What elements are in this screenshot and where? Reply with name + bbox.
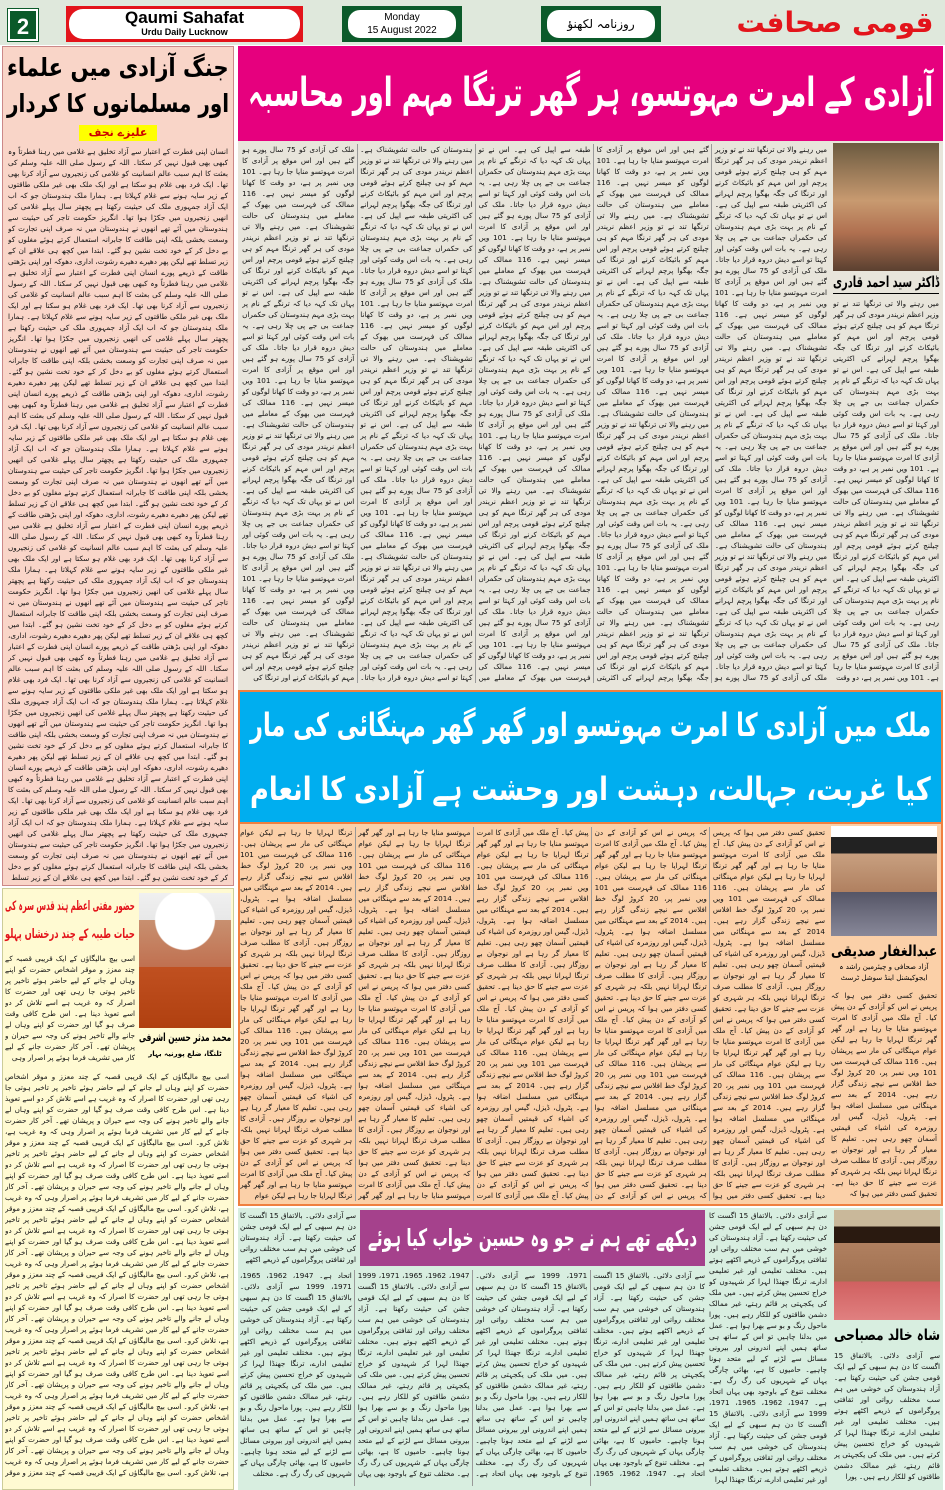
bottom-article [238,1208,943,1490]
article-body: اسی بیچ مالیگاؤں کے ایک قریبی قصبہ کے چند معزز و موقر اشخاص حضرت کو اپنے وہاں لے جانے کے لیے حاضر ہوئے تاخیر پر تاخیر ہوتی جا رہی تھی اور حضرت کا اصرار کہ وہ غریب ہے اسے تلاش کر دو اسے تعویذ دینا ہے۔ اس طرح کافی وقت صرف ہو گیا اور حضرت کو اپنے وہاں لے جانے والے تاخیر ہونے کی وجہ سے حیران و پریشان تھے۔ آخر کار حضرت جانے کے لیے کار میں تشریف فرما ہوئے پر اصرار وہی [5,954,135,1062]
author-name: محمد مدثر حسین اشرفی [139,1031,232,1044]
article-body: انسان اپنی فطرت کے اعتبار سے آزاد تخلیق ہے غلامی میں رہنا فطرتاً وہ کبھی بھی قبول نہیں کر سکتا۔ اللہ کے رسول صلی اللہ علیہ وسلم کی بعثت کا اہم سبب عالم انسانیت کو غلامی کی زنجیروں سے آزاد کرنا بھی تھا۔ ایک فرد بھی غلام ہو سکتا ہے اور ایک ملک بھی غیر ملکی طاقتوں کے زیر سایہ ہونے سے غلام کہلاتا ہے۔ ہمارا ملک ہندوستان جو کہ اب ایک آزاد جمہوری ملک کی حیثیت رکھتا ہے پچھتر سال پہلے غلامی کی انھیں زنجیروں میں جکڑا ہوا تھا۔ انگریز حکومت تاجر کی حیثیت سے ہندوستان میں آئے تھے انھوں نے ہندوستان میں نہ صرف اپنی تجارت کو وسعت بخشی بلکہ اپنی طاقت کا جابرانہ استعمال کرتے ہوئے مغلوں کو بے دخل کر کے خود تخت نشین ہو گئے۔ ابتدا میں کچھ ہی علاقے ان کے زیر تسلط تھے لیکن پھر دھیرے دھیرے رشوت، اداری، دھوکہ اور اپنی بڑھتی طاقت کے ذریعے پورے انسان اپنی فطرت کے اعتبار سے آزاد تخلیق ہے غلامی میں رہنا فطرتاً وہ کبھی بھی قبول نہیں کر سکتا۔ اللہ کے رسول صلی اللہ علیہ وسلم کی بعثت کا اہم سبب عالم انسانیت کو غلامی کی زنجیروں سے آزاد کرنا بھی تھا۔ ایک فرد بھی غلام ہو سکتا ہے اور ایک ملک بھی غیر ملکی طاقتوں کے زیر سایہ ہونے سے غلام کہلاتا ہے۔ ہمارا ملک ہندوستان جو کہ اب ایک آزاد جمہوری ملک کی حیثیت رکھتا ہے پچھتر سال پہلے غلامی کی انھیں زنجیروں میں جکڑا ہوا تھا۔ انگریز حکومت تاجر کی حیثیت سے ہندوستان میں آئے تھے انھوں نے ہندوستان میں نہ صرف اپنی تجارت کو وسعت بخشی بلکہ اپنی طاقت کا جابرانہ استعمال کرتے ہوئے مغلوں کو بے دخل کر کے خود تخت نشین ہو گئے۔ ابتدا میں کچھ ہی علاقے ان کے زیر تسلط تھے لیکن پھر دھیرے دھیرے رشوت، اداری، دھوکہ اور اپنی بڑھتی طاقت کے ذریعے پورے انسان اپنی فطرت کے اعتبار سے آزاد تخلیق ہے غلامی میں رہنا فطرتاً وہ کبھی بھی قبول نہیں کر سکتا۔ اللہ کے رسول صلی اللہ علیہ وسلم کی بعثت کا اہم سبب عالم انسانیت کو غلامی کی زنجیروں سے آزاد کرنا بھی تھا۔ ایک فرد بھی غلام ہو سکتا ہے اور ایک ملک بھی غیر ملکی طاقتوں کے زیر سایہ ہونے سے غلام کہلاتا ہے۔ ہمارا ملک ہندوستان جو کہ اب ایک آزاد جمہوری ملک کی حیثیت رکھتا ہے پچھتر سال پہلے غلامی کی انھیں زنجیروں میں جکڑا ہوا تھا۔ انگریز حکومت تاجر کی حیثیت سے ہندوستان میں آئے تھے انھوں نے ہندوستان میں نہ صرف اپنی تجارت کو وسعت بخشی بلکہ اپنی طاقت کا جابرانہ استعمال کرتے ہوئے مغلوں کو بے دخل کر کے خود تخت نشین ہو گئے۔ ابتدا میں کچھ ہی علاقے ان کے زیر تسلط تھے لیکن پھر دھیرے دھیرے رشوت، اداری، دھوکہ اور اپنی بڑھتی طاقت کے ذریعے پورے انسان اپنی فطرت کے اعتبار سے آزاد تخلیق ہے غلامی میں رہنا فطرتاً وہ کبھی بھی قبول نہیں کر سکتا۔ اللہ کے رسول صلی اللہ علیہ وسلم کی بعثت کا اہم سبب عالم انسانیت کو غلامی کی زنجیروں سے آزاد کرنا بھی تھا۔ ایک فرد بھی غلام ہو سکتا ہے اور ایک ملک بھی غیر ملکی طاقتوں کے زیر سایہ ہونے سے غلام کہلاتا ہے۔ ہمارا ملک ہندوستان جو کہ اب ایک آزاد جمہوری ملک کی حیثیت رکھتا ہے پچھتر سال پہلے غلامی کی انھیں زنجیروں میں جکڑا ہوا تھا۔ انگریز حکومت تاجر کی حیثیت سے ہندوستان میں آئے تھے انھوں نے ہندوستان میں نہ صرف اپنی تجارت کو وسعت بخشی بلکہ اپنی طاقت کا جابرانہ استعمال کرتے ہوئے مغلوں کو بے دخل کر کے خود تخت نشین ہو گئے۔ ابتدا میں کچھ ہی علاقے ان کے زیر تسلط تھے لیکن پھر دھیرے دھیرے رشوت، اداری، دھوکہ اور اپنی بڑھتی طاقت کے ذریعے پورے انسان اپنی فطرت کے اعتبار سے آزاد تخلیق ہے غلامی میں رہنا فطرتاً وہ کبھی بھی قبول نہیں کر سکتا۔ اللہ کے رسول صلی اللہ علیہ وسلم کی بعثت کا اہم سبب عالم انسانیت کو غلامی کی زنجیروں سے آزاد کرنا بھی تھا۔ ایک فرد بھی غلام ہو سکتا ہے اور ایک ملک بھی غیر ملکی طاقتوں کے زیر سایہ ہونے سے غلام کہلاتا ہے۔ ہمارا ملک ہندوستان جو کہ اب ایک آزاد جمہوری ملک کی حیثیت رکھتا ہے پچھتر سال پہلے غلامی کی انھیں زنجیروں میں جکڑا ہوا تھا۔ انگریز حکومت تاجر کی حیثیت سے ہندوستان میں آئے تھے انھوں نے ہندوستان میں نہ صرف اپنی تجارت کو وسعت بخشی بلکہ اپنی طاقت کا جابرانہ استعمال کرتے ہوئے مغلوں کو بے دخل کر کے خود تخت نشین ہو گئے۔ ابتدا میں کچھ ہی علاقے ان کے زیر تسلط تھے لیکن پھر دھیرے دھیرے رشوت، اداری، دھوکہ اور اپنی بڑھتی طاقت کے ذریعے پورے انسان اپنی فطرت کے اعتبار سے آزاد تخلیق ہے غلامی میں رہنا فطرتاً وہ کبھی بھی قبول نہیں کر سکتا۔ اللہ کے رسول صلی اللہ علیہ وسلم کی بعثت کا اہم سبب عالم انسانیت کو غلامی کی زنجیروں سے آزاد کرنا بھی تھا۔ ایک فرد بھی غلام ہو سکتا ہے اور ایک ملک بھی غیر ملکی طاقتوں کے زیر سایہ ہونے سے غلام کہلاتا ہے۔ ہمارا ملک ہندوستان جو کہ اب ایک آزاد جمہوری ملک کی حیثیت رکھتا ہے پچھتر سال پہلے غلامی کی انھیں زنجیروں میں جکڑا ہوا تھا۔ انگریز حکومت تاجر کی حیثیت سے ہندوستان میں آئے تھے انھوں نے ہندوستان میں نہ صرف اپنی تجارت کو وسعت بخشی بلکہ اپنی طاقت کا جابرانہ استعمال کرتے ہوئے مغلوں کو بے دخل کر کے خود تخت نشین ہو گئے۔ ابتدا میں کچھ ہی علاقے ان کے زیر تسلط [8,147,228,882]
date: 15 August 2022 [367,25,437,36]
article-body: تحقیق کسی دفتر میں ہوا کہ پریس نے اس کو آزادی کے دن پیش کیا۔ آج ملک میں آزادی کا امرت مہوتسو منایا جا رہا ہے اور گھر گھر ترنگا لہرایا جا رہا ہے لیکن عوام مہنگائی کی مار سے پریشان ہیں۔ 116 ممالک کی فہرست میں 101 ویں نمبر پر، 20 کروڑ لوگ خط افلاس سے نیچے زندگی گزار رہے ہیں۔ 2014 کے بعد سے مہنگائی میں مسلسل اضافہ ہوا ہے۔ پٹرول، ڈیزل، گیس اور روزمرہ کی اشیاء کی قیمتیں آسمان چھو رہی ہیں۔ تعلیم کا معیار گر رہا ہے اور نوجوان بے روزگار ہیں۔ آزادی کا مطلب صرف ترنگا لہرانا نہیں بلکہ ہر شہری کو عزت سے جینے کا حق دینا ہے۔ تحقیق کسی دفتر میں ہوا کہ [831,991,937,1198]
article-columns: سے آزادی دلائی۔ بالاتفاق 15 اگست کا دن ہم سبھی کے لیے ایک قومی جشن کی حیثیت رکھتا ہے۔ آزاد ہندوستان کی خوشی میں ہم سب مختلف رواتی اور ثقافتی پروگراموں کے ذریعے اکٹھے ہوتے ہیں۔ مختلف تعلیمی اور غیر تعلیمی ادارے، ترنگا جھنڈا لہرا کر شہیدوں کو خراج تحسین پیش کرتے ہیں۔ میں ملک کی یکجہتی پر قائم رہتے، غیر ممالک دشمن طاقتوں کو للکار رہے ہیں۔ پورا ماحول رنگ و بو سے بھرا ہوا ہے۔ عمل میں بدلنا چاہیں تو اس کے ساتھ ہی ساتھ ہمیں اپنے اندرونی اور بیرونی مسائل سے لڑنے کے لیے متحد ہونا چاہیے۔ حامیوں کا ہے، بھائی چارگی یہاں کے شہریوں کی رگ رگ ہے۔ مختلف تنوع کے باوجود بھی یہاں اتحاد ہے۔ 1947، 1962، 1965، 1971، 1999 سے آزادی دلائی۔ بالاتفاق 15 اگست کا دن ہم سبھی کے لیے ایک قومی جشن کی حیثیت رکھتا ہے۔ آزاد ہندوستان کی خوشی میں ہم سب مختلف رواتی اور ثقافتی پروگراموں کے ذریعے اکٹھے ہوتے ہیں۔ مختلف تعلیمی اور غیر تعلیمی ادارے، ترنگا جھنڈا لہرا کر شہیدوں کو خراج تحسین پیش کرتے ہیں۔ میں ملک کی یکجہتی پر قائم رہتے، غیر ممالک دشمن طاقتوں کو للکار رہے ہیں۔ پورا ماحول رنگ و بو سے بھرا ہوا ہے۔ عمل میں بدلنا چاہیں تو اس کے ساتھ ہی ساتھ ہمیں اپنے اندرونی اور بیرونی مسائل سے لڑنے کے لیے متحد ہونا چاہیے۔ حامیوں کا ہے، بھائی چارگی یہاں کے شہریوں کی رگ رگ ہے۔ مختلف تنوع کے باوجود بھی یہاں اتحاد ہے۔ 1947، 1962، 1965، 1971، 1999 سے آزادی دلائی۔ بالاتفاق 15 اگست کا دن ہم سبھی کے لیے ایک قومی جشن کی حیثیت رکھتا ہے۔ آزاد ہندوستان کی خوشی میں ہم سب مختلف رواتی اور ثقافتی پروگراموں کے ذریعے اکٹھے ہوتے ہیں۔ مختلف تعلیمی اور غیر تعلیمی ادارے، ترنگا جھنڈا لہرا کر شہیدوں کو خراج تحسین پیش کرتے ہیں۔ میں ملک کی یکجہتی پر قائم رہتے، غیر ممالک دشمن طاقتوں کو للکار رہے ہیں۔ پورا ماحول رنگ و بو سے بھرا ہوا ہے۔ عمل میں بدلنا چاہیں تو اس کے ساتھ ہی ساتھ ہمیں اپنے اندرونی اور بیرونی مسائل سے لڑنے کے لیے متحد ہونا چاہیے۔ حامیوں کا ہے، بھائی چارگی یہاں کے شہریوں کی رگ رگ ہے۔ مختلف تنوع کے باوجود بھی یہاں اتحاد ہے۔ 1947، 1962، 1965، 1971، 1999 سے آزادی دلائی۔ بالاتفاق 15 اگست کا دن ہم سبھی کے لیے ایک قومی جشن کی حیثیت رکھتا ہے۔ آزاد ہندوستان کی خوشی میں ہم سب مختلف رواتی اور ثقافتی پروگراموں کے ذریعے اکٹھے ہوتے ہیں۔ مختلف تعلیمی اور غیر تعلیمی ادارے، ترنگا جھنڈا لہرا کر شہیدوں کو خراج تحسین پیش کرتے ہیں۔ میں ملک کی یکجہتی پر قائم رہتے، غیر ممالک دشمن طاقتوں کو للکار رہے ہیں۔ پورا ماحول رنگ و بو سے بھرا ہوا ہے۔ عمل میں بدلنا چاہیں تو اس کے ساتھ ہی ساتھ ہمیں اپنے اندرونی اور بیرونی مسائل سے لڑنے کے لیے متحد ہونا چاہیے۔ حامیوں کا ہے، بھائی چارگی یہاں کے شہریوں کی رگ رگ ہے۔ مختلف [240,1271,705,1478]
main-headline: آزادی کے امرت مہوتسو، ہر گھر ترنگا مہم اور محاسبہ [248,70,934,116]
masthead-subtitle: Urdu Daily Lucknow [141,27,228,37]
article-body: سے آزادی دلائی۔ بالاتفاق 15 اگست کا دن ہم سبھی کے لیے ایک قومی جشن کی حیثیت رکھتا ہے۔ آزاد ہندوستان کی خوشی میں ہم سب مختلف رواتی اور ثقافتی پروگراموں کے ذریعے اکٹھے ہوتے ہیں۔ مختلف تعلیمی اور غیر تعلیمی ادارے، ترنگا جھنڈا لہرا کر شہیدوں کو خراج تحسین پیش کرتے ہیں۔ میں ملک کی یکجہتی پر قائم رہتے، غیر ممالک دشمن طاقتوں کو للکار رہے ہیں۔ پورا [834,1351,940,1481]
masthead-title: Qaumi Sahafat [124,8,245,27]
author-tag: علیزے نجف [79,125,158,141]
article-body: سے آزادی دلائی۔ بالاتفاق 15 اگست کا دن ہم سبھی کے لیے ایک قومی جشن کی حیثیت رکھتا ہے۔ آزاد ہندوستان کی خوشی میں ہم سب مختلف رواتی اور ثقافتی پروگراموں کے ذریعے اکٹھے [240,1211,356,1264]
headline-line: اور مسلمانوں کا کردار [7,89,230,118]
left-bottom-article [2,888,234,1490]
roznama-label: روزنامہ لکھنؤ [567,17,635,31]
main-article [238,141,943,690]
article-body: میں رہنے والا تی ترنگھا تند نے تو وزیر اعظم نریندر مودی کی ہر گھر ترنگا مہم کو ہی چیلنج کرتے ہوئے قومی پرچم اور اس مہم کو بائیکاٹ کرنے اور ترنگا کی جگہ بھگوا پرچم لہرانے کی اکثریتی طبقہ سے اپیل کی ہے۔ اس نے تو یہاں تک کہہ دیا کہ ترنگے کے نام پر بہت بڑی مہم ہندوستان کی حکمراں جماعت بی جے پی چلا رہی ہے۔ یہ بات اس وقت کوئی اور کہتا تو اسے دیش دروہ قرار دیا جاتا۔ ملک کی آزادی کو 75 سال پورے ہو گئے ہیں اور اس موقع پر آزادی کا امرت مہوتسو منایا جا رہا ہے۔ 101 ویں نمبر پر ہے، دو وقت کا کھانا لوگوں کو میسر نہیں ہے۔ 116 ممالک کی فہرست میں بھوک کے معاملے میں ہندوستان کی حالت تشویشناک ہے۔ میں رہنے والا تی ترنگھا تند نے تو وزیر اعظم نریندر مودی کی ہر گھر ترنگا مہم کو ہی چیلنج کرتے ہوئے قومی پرچم اور اس مہم کو بائیکاٹ کرنے اور ترنگا کی جگہ بھگوا پرچم لہرانے کی اکثریتی طبقہ سے اپیل کی ہے۔ اس نے تو یہاں تک کہہ دیا کہ ترنگے کے نام پر بہت بڑی مہم ہندوستان کی حکمراں جماعت بی جے پی چلا رہی ہے۔ یہ بات اس وقت کوئی اور کہتا تو اسے دیش دروہ قرار دیا جاتا۔ ملک کی آزادی کو 75 سال پورے ہو گئے ہیں اور اس موقع پر آزادی کا امرت مہوتسو منایا جا رہا ہے۔ 101 ویں نمبر پر ہے، دو وقت [833,299,939,682]
author-photo [831,826,937,936]
author-name: عبدالغفار صدیقی [831,942,938,960]
article-columns: میں رہنے والا تی ترنگھا تند نے تو وزیر اعظم نریندر مودی کی ہر گھر ترنگا مہم کو ہی چیلنج کرتے ہوئے قومی پرچم اور اس مہم کو بائیکاٹ کرنے اور ترنگا کی جگہ بھگوا پرچم لہرانے کی اکثریتی طبقہ سے اپیل کی ہے۔ اس نے تو یہاں تک کہہ دیا کہ ترنگے کے نام پر بہت بڑی مہم ہندوستان کی حکمراں جماعت بی جے پی چلا رہی ہے۔ یہ بات اس وقت کوئی اور کہتا تو اسے دیش دروہ قرار دیا جاتا۔ ملک کی آزادی کو 75 سال پورے ہو گئے ہیں اور اس موقع پر آزادی کا امرت مہوتسو منایا جا رہا ہے۔ 101 ویں نمبر پر ہے، دو وقت کا کھانا لوگوں کو میسر نہیں ہے۔ 116 ممالک کی فہرست میں بھوک کے معاملے میں ہندوستان کی حالت تشویشناک ہے۔ میں رہنے والا تی ترنگھا تند نے تو وزیر اعظم نریندر مودی کی ہر گھر ترنگا مہم کو ہی چیلنج کرتے ہوئے قومی پرچم اور اس مہم کو بائیکاٹ کرنے اور ترنگا کی جگہ بھگوا پرچم لہرانے کی اکثریتی طبقہ سے اپیل کی ہے۔ اس نے تو یہاں تک کہہ دیا کہ ترنگے کے نام پر بہت بڑی مہم ہندوستان کی حکمراں جماعت بی جے پی چلا رہی ہے۔ یہ بات اس وقت کوئی اور کہتا تو اسے دیش دروہ قرار دیا جاتا۔ ملک کی آزادی کو 75 سال پورے ہو گئے ہیں اور اس موقع پر آزادی کا امرت مہوتسو منایا جا رہا ہے۔ 101 ویں نمبر پر ہے، دو وقت کا کھانا لوگوں کو میسر نہیں ہے۔ 116 ممالک کی فہرست میں بھوک کے معاملے میں ہندوستان کی حالت تشویشناک ہے۔ میں رہنے والا تی ترنگھا تند نے تو وزیر اعظم نریندر مودی کی ہر گھر ترنگا مہم کو ہی چیلنج کرتے ہوئے قومی پرچم اور اس مہم کو بائیکاٹ کرنے اور ترنگا کی جگہ بھگوا پرچم لہرانے کی اکثریتی طبقہ سے اپیل کی ہے۔ اس نے تو یہاں تک کہہ دیا کہ ترنگے کے نام پر بہت بڑی مہم ہندوستان کی حکمراں جماعت بی جے پی چلا رہی ہے۔ یہ بات اس وقت کوئی اور کہتا تو اسے دیش دروہ قرار دیا جاتا۔ ملک کی آزادی کو 75 سال پورے ہو گئے ہیں اور اس موقع پر آزادی کا امرت مہوتسو منایا جا رہا ہے۔ 101 ویں نمبر پر ہے، دو وقت کا کھانا لوگوں کو میسر نہیں ہے۔ 116 ممالک کی فہرست میں بھوک کے معاملے میں ہندوستان کی حالت تشویشناک ہے۔ میں رہنے والا تی ترنگھا تند نے تو وزیر اعظم نریندر مودی کی ہر گھر ترنگا مہم کو ہی چیلنج کرتے ہوئے قومی پرچم اور اس مہم کو بائیکاٹ کرنے اور ترنگا کی جگہ بھگوا پرچم لہرانے کی اکثریتی طبقہ سے اپیل کی ہے۔ اس نے تو یہاں تک کہہ دیا کہ ترنگے کے نام پر بہت بڑی مہم ہندوستان کی حکمراں جماعت بی جے پی چلا رہی ہے۔ یہ بات اس وقت کوئی اور کہتا تو اسے دیش دروہ قرار دیا جاتا۔ ملک کی آزادی کو 75 سال پورے ہو گئے ہیں اور اس موقع پر آزادی کا امرت مہوتسو منایا جا رہا ہے۔ 101 ویں نمبر پر ہے، دو وقت کا کھانا لوگوں کو میسر نہیں ہے۔ 116 ممالک کی فہرست میں بھوک کے معاملے میں ہندوستان کی حالت تشویشناک ہے۔ میں رہنے والا تی ترنگھا تند نے تو وزیر اعظم نریندر مودی کی ہر گھر ترنگا مہم کو ہی چیلنج کرتے ہوئے قومی پرچم اور اس مہم کو بائیکاٹ کرنے اور ترنگا کی جگہ بھگوا پرچم لہرانے کی اکثریتی طبقہ سے اپیل کی ہے۔ اس نے تو یہاں تک کہہ دیا کہ ترنگے کے نام پر بہت بڑی مہم ہندوستان کی حکمراں جماعت بی جے پی چلا رہی ہے۔ یہ بات اس وقت کوئی اور کہتا تو اسے دیش دروہ قرار دیا جاتا۔ ملک کی آزادی کو 75 سال پورے ہو گئے ہیں اور اس موقع پر آزادی کا امرت مہوتسو منایا جا رہا ہے۔ 101 ویں نمبر پر ہے، دو وقت کا کھانا لوگوں کو میسر نہیں ہے۔ 116 ممالک کی فہرست میں بھوک کے معاملے میں ہندوستان کی حالت تشویشناک ہے۔ میں رہنے والا تی ترنگھا تند نے تو وزیر اعظم نریندر مودی کی ہر گھر ترنگا مہم کو ہی چیلنج کرتے ہوئے قومی پرچم اور اس مہم کو بائیکاٹ کرنے اور ترنگا کی جگہ بھگوا پرچم لہرانے کی اکثریتی طبقہ سے اپیل کی ہے۔ اس نے تو یہاں تک کہہ دیا کہ ترنگے کے نام پر بہت بڑی مہم ہندوستان کی حکمراں جماعت بی جے پی چلا رہی ہے۔ یہ بات اس وقت کوئی اور کہتا تو اسے دیش دروہ قرار دیا جاتا۔ ملک کی آزادی کو 75 سال پورے ہو گئے ہیں اور اس موقع پر آزادی کا امرت مہوتسو منایا جا رہا ہے۔ 101 ویں نمبر پر ہے، دو وقت کا کھانا لوگوں کو میسر نہیں ہے۔ 116 ممالک کی فہرست میں بھوک کے معاملے میں ہندوستان کی حالت تشویشناک ہے۔ میں رہنے والا تی ترنگھا تند نے تو وزیر اعظم نریندر مودی کی ہر گھر ترنگا مہم کو ہی چیلنج کرتے ہوئے قومی پرچم اور اس مہم کو بائیکاٹ کرنے اور ترنگا کی جگہ بھگوا پرچم لہرانے کی اکثریتی طبقہ سے اپیل کی ہے۔ اس نے تو یہاں تک کہہ دیا کہ ترنگے کے نام پر بہت بڑی مہم ہندوستان کی حکمراں جماعت بی جے پی چلا رہی ہے۔ یہ بات اس وقت کوئی اور کہتا تو اسے دیش دروہ قرار دیا جاتا۔ ملک کی آزادی کو 75 سال پورے ہو گئے ہیں اور اس موقع پر آزادی کا امرت مہوتسو منایا جا رہا ہے۔ 101 ویں نمبر پر ہے، دو وقت کا کھانا لوگوں کو میسر نہیں ہے۔ 116 ممالک کی فہرست میں بھوک کے معاملے میں ہندوستان کی حالت تشویشناک ہے۔ میں رہنے والا تی ترنگھا تند نے تو وزیر اعظم نریندر مودی کی ہر گھر ترنگا مہم کو ہی چیلنج کرتے ہوئے قومی پرچم اور اس مہم کو بائیکاٹ کرنے اور ترنگا کی جگہ بھگوا پرچم لہرانے کی اکثریتی طبقہ سے اپیل کی ہے۔ اس نے تو یہاں تک کہہ دیا کہ ترنگے کے نام پر بہت بڑی مہم ہندوستان کی حکمراں جماعت بی جے پی چلا رہی ہے۔ یہ بات اس وقت کوئی اور کہتا تو اسے دیش دروہ قرار دیا جاتا۔ ملک کی آزادی کو 75 سال پورے ہو گئے ہیں اور اس موقع پر آزادی کا امرت مہوتسو منایا جا رہا ہے۔ 101 ویں نمبر پر ہے، دو وقت کا کھانا لوگوں کو میسر نہیں ہے۔ 116 ممالک کی فہرست میں بھوک کے معاملے میں ہندوستان کی حالت تشویشناک ہے۔ میں رہنے والا تی ترنگھا تند نے تو وزیر اعظم نریندر مودی کی ہر گھر ترنگا مہم کو ہی چیلنج کرتے ہوئے قومی پرچم اور اس مہم کو بائیکاٹ کرنے اور ترنگا کی جگہ بھگوا پرچم لہرانے کی اکثریتی طبقہ سے اپیل کی ہے۔ اس نے تو یہاں تک کہہ دیا کہ ترنگے کے نام پر بہت بڑی مہم ہندوستان کی حکمراں جماعت بی جے پی چلا رہی ہے۔ یہ بات اس وقت کوئی اور کہتا تو اسے دیش دروہ قرار دیا جاتا۔ ملک کی آزادی کو 75 سال پورے ہو گئے ہیں اور اس موقع پر آزادی کا امرت مہوتسو منایا جا رہا ہے۔ 101 ویں نمبر پر ہے، دو وقت کا کھانا لوگوں کو میسر نہیں ہے۔ 116 ممالک کی فہرست میں بھوک کے معاملے میں ہندوستان کی حالت تشویشناک ہے۔ میں رہنے والا تی ترنگھا تند نے تو وزیر اعظم نریندر مودی کی ہر گھر ترنگا مہم کو ہی چیلنج کرتے ہوئے قومی پرچم اور اس مہم کو بائیکاٹ کرنے اور ترنگا کی جگہ بھگوا پرچم لہرانے کی اکثریتی طبقہ سے اپیل کی ہے۔ اس نے تو یہاں تک کہہ دیا کہ ترنگے کے نام پر بہت بڑی مہم ہندوستان کی حکمراں جماعت بی جے پی چلا رہی ہے۔ یہ بات اس وقت کوئی اور کہتا تو اسے دیش دروہ قرار دیا جاتا۔ ملک کی آزادی کو 75 سال پورے ہو گئے ہیں اور اس موقع پر آزادی کا امرت مہوتسو منایا جا رہا ہے۔ 101 ویں نمبر پر ہے، دو وقت کا کھانا لوگوں کو میسر نہیں ہے۔ 116 ممالک کی فہرست میں بھوک کے معاملے میں ہندوستان کی حالت تشویشناک ہے۔ میں رہنے والا تی ترنگھا تند نے تو وزیر اعظم نریندر مودی کی ہر گھر ترنگا مہم کو ہی چیلنج کرتے ہوئے قومی پرچم اور اس مہم کو بائیکاٹ کرنے اور ترنگا کی جگہ بھگوا پرچم لہرانے کی اکثریتی طبقہ سے اپیل کی ہے۔ اس نے تو یہاں تک کہہ دیا کہ ترنگے کے نام پر بہت بڑی مہم ہندوستان کی حکمراں جماعت بی جے پی چلا رہی ہے۔ یہ بات اس وقت کوئی اور کہتا تو اسے دیش دروہ قرار دیا جاتا۔ ملک کی آزادی کو 75 سال پورے ہو گئے ہیں اور اس موقع پر آزادی کا امرت مہوتسو منایا جا رہا ہے۔ 101 ویں نمبر پر ہے، دو وقت کا کھانا لوگوں کو میسر نہیں ہے۔ 116 ممالک کی فہرست میں بھوک کے معاملے میں ہندوستان کی حالت تشویشناک ہے۔ میں رہنے والا تی ترنگھا تند نے تو وزیر اعظم نریندر مودی کی ہر گھر ترنگا مہم کو ہی چیلنج کرتے ہوئے قومی پرچم اور اس مہم کو بائیکاٹ کرنے اور ترنگا کی جگہ بھگوا پرچم لہرانے کی اکثریتی طبقہ سے اپیل کی ہے۔ اس نے تو یہاں تک کہہ دیا کہ ترنگے کے نام پر بہت بڑی مہم ہندوستان کی حکمراں جماعت بی جے پی چلا رہی ہے۔ یہ بات اس وقت کوئی اور کہتا تو اسے دیش دروہ قرار دیا جاتا۔ ملک کی آزادی کو 75 سال پورے ہو گئے ہیں اور اس موقع پر آزادی کا امرت مہوتسو منایا جا رہا ہے۔ 101 ویں نمبر پر ہے، دو وقت کا کھانا لوگوں کو میسر نہیں ہے۔ 116 ممالک کی فہرست میں بھوک کے معاملے میں ہندوستان کی حالت تشویشناک ہے۔ میں رہنے والا تی ترنگھا تند نے تو وزیر اعظم نریندر مودی کی ہر گھر ترنگا مہم کو ہی چیلنج کرتے ہوئے قومی پرچم اور اس مہم کو بائیکاٹ کرنے اور ترنگا کی جگہ بھگوا پرچم لہرانے کی اکثریتی طبقہ سے اپیل کی ہے۔ اس نے تو یہاں تک کہہ دیا کہ ترنگے کے نام پر بہت بڑی مہم ہندوستان کی حکمراں جماعت بی جے پی چلا رہی ہے۔ یہ بات اس وقت کوئی اور کہتا تو اسے دیش دروہ قرار دیا جاتا۔ ملک کی آزادی کو 75 سال پورے ہو گئے ہیں اور اس موقع پر آزادی کا امرت مہوتسو منایا جا رہا ہے۔ 101 ویں نمبر پر ہے، دو وقت کا کھانا لوگوں کو میسر نہیں ہے۔ 116 ممالک کی فہرست میں بھوک کے معاملے میں ہندوستان کی حالت تشویشناک ہے۔ میں رہنے والا تی ترنگھا تند نے تو وزیر اعظم نریندر مودی کی ہر گھر ترنگا مہم کو ہی چیلنج کرتے ہوئے قومی پرچم اور اس مہم کو بائیکاٹ کرنے اور ترنگا کی [242,145,827,682]
headline-line: حیات طیبہ کے چند درخشاں پہلو [5,927,135,942]
headline-line: حضور مفتی اعظم ہند قدس سرہ کی [5,899,135,914]
article-headline: دیکھے تھے ہم نے جو وہ حسین خواب کیا ہوئے [368,1224,698,1252]
author-photo [834,1210,940,1320]
headline-line: ملک میں آزادی کا امرت مہوتسو اور گھر گھر مہنگائی کی مار [250,706,932,744]
author-photo [139,893,231,1028]
urdu-logo: قومی صحافت [736,6,934,39]
article-body: سے آزادی دلائی۔ بالاتفاق 15 اگست کا دن ہم سبھی کے لیے ایک قومی جشن کی حیثیت رکھتا ہے۔ آزاد ہندوستان کی خوشی میں ہم سب مختلف رواتی اور ثقافتی پروگراموں کے ذریعے اکٹھے ہوتے ہیں۔ مختلف تعلیمی اور غیر تعلیمی ادارے، ترنگا جھنڈا لہرا کر شہیدوں کو خراج تحسین پیش کرتے ہیں۔ میں ملک کی یکجہتی پر قائم رہتے، غیر ممالک دشمن طاقتوں کو للکار رہے ہیں۔ پورا ماحول رنگ و بو سے بھرا ہوا ہے۔ عمل میں بدلنا چاہیں تو اس کے ساتھ ہی ساتھ ہمیں اپنے اندرونی اور بیرونی مسائل سے لڑنے کے لیے متحد ہونا چاہیے۔ حامیوں کا ہے، بھائی چارگی یہاں کے شہریوں کی رگ رگ ہے۔ مختلف تنوع کے باوجود بھی یہاں اتحاد ہے۔ 1947، 1962، 1965، 1971، 1999 سے آزادی دلائی۔ بالاتفاق 15 اگست کا دن ہم سبھی کے لیے ایک قومی جشن کی حیثیت رکھتا ہے۔ آزاد ہندوستان کی خوشی میں ہم سب مختلف رواتی اور ثقافتی پروگراموں کے ذریعے اکٹھے ہوتے ہیں۔ مختلف تعلیمی اور غیر تعلیمی ادارے، ترنگا جھنڈا لہرا [709,1211,827,1484]
second-headline [238,690,943,824]
date-box [342,6,462,42]
second-article [238,824,943,1206]
article-columns: تحقیق کسی دفتر میں ہوا کہ پریس نے اس کو آزادی کے دن پیش کیا۔ آج ملک میں آزادی کا امرت مہوتسو منایا جا رہا ہے اور گھر گھر ترنگا لہرایا جا رہا ہے لیکن عوام مہنگائی کی مار سے پریشان ہیں۔ 116 ممالک کی فہرست میں 101 ویں نمبر پر، 20 کروڑ لوگ خط افلاس سے نیچے زندگی گزار رہے ہیں۔ 2014 کے بعد سے مہنگائی میں مسلسل اضافہ ہوا ہے۔ پٹرول، ڈیزل، گیس اور روزمرہ کی اشیاء کی قیمتیں آسمان چھو رہی ہیں۔ تعلیم کا معیار گر رہا ہے اور نوجوان بے روزگار ہیں۔ آزادی کا مطلب صرف ترنگا لہرانا نہیں بلکہ ہر شہری کو عزت سے جینے کا حق دینا ہے۔ تحقیق کسی دفتر میں ہوا کہ پریس نے اس کو آزادی کے دن پیش کیا۔ آج ملک میں آزادی کا امرت مہوتسو منایا جا رہا ہے اور گھر گھر ترنگا لہرایا جا رہا ہے لیکن عوام مہنگائی کی مار سے پریشان ہیں۔ 116 ممالک کی فہرست میں 101 ویں نمبر پر، 20 کروڑ لوگ خط افلاس سے نیچے زندگی گزار رہے ہیں۔ 2014 کے بعد سے مہنگائی میں مسلسل اضافہ ہوا ہے۔ پٹرول، ڈیزل، گیس اور روزمرہ کی اشیاء کی قیمتیں آسمان چھو رہی ہیں۔ تعلیم کا معیار گر رہا ہے اور نوجوان بے روزگار ہیں۔ آزادی کا مطلب صرف ترنگا لہرانا نہیں بلکہ ہر شہری کو عزت سے جینے کا حق دینا ہے۔ تحقیق کسی دفتر میں ہوا کہ پریس نے اس کو آزادی کے دن پیش کیا۔ آج ملک میں آزادی کا امرت مہوتسو منایا جا رہا ہے اور گھر گھر ترنگا لہرایا جا رہا ہے لیکن عوام مہنگائی کی مار سے پریشان ہیں۔ 116 ممالک کی فہرست میں 101 ویں نمبر پر، 20 کروڑ لوگ خط افلاس سے نیچے زندگی گزار رہے ہیں۔ 2014 کے بعد سے مہنگائی میں مسلسل اضافہ ہوا ہے۔ پٹرول، ڈیزل، گیس اور روزمرہ کی اشیاء کی قیمتیں آسمان چھو رہی ہیں۔ تعلیم کا معیار گر رہا ہے اور نوجوان بے روزگار ہیں۔ آزادی کا مطلب صرف ترنگا لہرانا نہیں بلکہ ہر شہری کو عزت سے جینے کا حق دینا ہے۔ تحقیق کسی دفتر میں ہوا کہ پریس نے اس کو آزادی کے دن پیش کیا۔ آج ملک میں آزادی کا امرت مہوتسو منایا جا رہا ہے اور گھر گھر ترنگا لہرایا جا رہا ہے لیکن عوام مہنگائی کی مار سے پریشان ہیں۔ 116 ممالک کی فہرست میں 101 ویں نمبر پر، 20 کروڑ لوگ خط افلاس سے نیچے زندگی گزار رہے ہیں۔ 2014 کے بعد سے مہنگائی میں مسلسل اضافہ ہوا ہے۔ پٹرول، ڈیزل، گیس اور روزمرہ کی اشیاء کی قیمتیں آسمان چھو رہی ہیں۔ تعلیم کا معیار گر رہا ہے اور نوجوان بے روزگار ہیں۔ آزادی کا مطلب صرف ترنگا لہرانا نہیں بلکہ ہر شہری کو عزت سے جینے کا حق دینا ہے۔ تحقیق کسی دفتر میں ہوا کہ پریس نے اس کو آزادی کے دن پیش کیا۔ آج ملک میں آزادی کا امرت مہوتسو منایا جا رہا ہے اور گھر گھر ترنگا لہرایا جا رہا ہے لیکن عوام مہنگائی کی مار سے پریشان ہیں۔ 116 ممالک کی فہرست میں 101 ویں نمبر پر، 20 کروڑ لوگ خط افلاس سے نیچے زندگی گزار رہے ہیں۔ 2014 کے بعد سے مہنگائی میں مسلسل اضافہ ہوا ہے۔ پٹرول، ڈیزل، گیس اور روزمرہ کی اشیاء کی قیمتیں آسمان چھو رہی ہیں۔ تعلیم کا معیار گر رہا ہے اور نوجوان بے روزگار ہیں۔ آزادی کا مطلب صرف ترنگا لہرانا نہیں بلکہ ہر شہری کو عزت سے جینے کا حق دینا ہے۔ تحقیق کسی دفتر میں ہوا کہ پریس نے اس کو آزادی کے دن پیش کیا۔ آج ملک میں آزادی کا امرت مہوتسو منایا جا رہا ہے اور گھر گھر ترنگا لہرایا جا رہا ہے لیکن عوام مہنگائی کی مار سے پریشان ہیں۔ 116 ممالک کی فہرست میں 101 ویں نمبر پر، 20 کروڑ لوگ خط افلاس سے نیچے زندگی گزار رہے ہیں۔ 2014 کے بعد سے مہنگائی میں مسلسل اضافہ ہوا ہے۔ پٹرول، ڈیزل، گیس اور روزمرہ کی اشیاء کی قیمتیں آسمان چھو رہی ہیں۔ تعلیم کا معیار گر رہا ہے اور نوجوان بے روزگار ہیں۔ آزادی کا مطلب صرف ترنگا لہرانا نہیں بلکہ ہر شہری کو عزت سے جینے کا حق دینا ہے۔ تحقیق کسی دفتر میں ہوا کہ پریس نے اس کو آزادی کے دن پیش کیا۔ آج ملک میں آزادی کا امرت مہوتسو منایا جا رہا ہے اور گھر گھر ترنگا لہرایا جا رہا ہے لیکن عوام مہنگائی کی مار سے پریشان ہیں۔ 116 ممالک کی فہرست میں 101 ویں نمبر پر، 20 کروڑ لوگ خط افلاس سے نیچے زندگی گزار رہے ہیں۔ 2014 کے بعد سے مہنگائی میں مسلسل اضافہ ہوا ہے۔ پٹرول، ڈیزل، گیس اور روزمرہ کی اشیاء کی قیمتیں آسمان چھو رہی ہیں۔ تعلیم کا معیار گر رہا ہے اور نوجوان بے روزگار ہیں۔ آزادی کا مطلب صرف ترنگا لہرانا نہیں بلکہ ہر شہری کو عزت سے جینے کا حق دینا ہے۔ تحقیق کسی دفتر میں ہوا کہ پریس نے اس کو آزادی کے دن پیش کیا۔ آج ملک میں آزادی کا امرت مہوتسو منایا جا رہا ہے اور گھر گھر ترنگا لہرایا جا رہا ہے لیکن عوام مہنگائی کی مار سے پریشان ہیں۔ 116 ممالک کی فہرست میں 101 ویں نمبر پر، 20 کروڑ لوگ خط افلاس سے نیچے زندگی گزار رہے ہیں۔ 2014 کے بعد سے مہنگائی میں مسلسل اضافہ ہوا ہے۔ پٹرول، ڈیزل، گیس اور روزمرہ کی اشیاء کی قیمتیں آسمان چھو رہی ہیں۔ تعلیم کا معیار گر رہا ہے اور نوجوان بے روزگار ہیں۔ آزادی کا مطلب صرف ترنگا لہرانا نہیں بلکہ ہر شہری کو عزت سے جینے کا حق دینا ہے۔ تحقیق کسی دفتر میں ہوا کہ پریس نے اس کو آزادی کے دن پیش کیا۔ آج ملک میں آزادی کا امرت مہوتسو منایا جا رہا ہے اور گھر گھر ترنگا لہرایا جا رہا ہے لیکن عوام مہنگائی کی مار سے پریشان ہیں۔ 116 ممالک کی فہرست میں 101 ویں نمبر پر، 20 کروڑ لوگ خط افلاس سے نیچے زندگی گزار رہے ہیں۔ 2014 کے بعد سے مہنگائی میں مسلسل اضافہ ہوا ہے۔ پٹرول، ڈیزل، گیس اور روزمرہ کی اشیاء کی قیمتیں آسمان چھو رہی ہیں۔ تعلیم کا معیار گر رہا ہے اور نوجوان بے روزگار ہیں۔ آزادی کا مطلب صرف ترنگا لہرانا نہیں بلکہ ہر شہری کو عزت سے جینے کا حق دینا ہے۔ تحقیق کسی دفتر میں ہوا کہ پریس نے اس کو آزادی کے دن پیش کیا۔ آج ملک میں آزادی کا امرت مہوتسو منایا جا رہا ہے اور گھر گھر ترنگا لہرایا جا رہا ہے لیکن عوام مہنگائی کی مار سے پریشان ہیں۔ 116 ممالک کی فہرست میں 101 ویں نمبر پر، 20 کروڑ لوگ خط افلاس سے نیچے زندگی گزار رہے ہیں۔ 2014 کے بعد سے مہنگائی میں مسلسل اضافہ ہوا ہے۔ پٹرول، ڈیزل، گیس اور روزمرہ کی اشیاء کی قیمتیں آسمان چھو رہی ہیں۔ تعلیم کا معیار گر رہا ہے اور نوجوان بے روزگار ہیں۔ آزادی کا مطلب صرف ترنگا لہرانا نہیں بلکہ ہر شہری کو عزت سے جینے کا حق دینا ہے۔ تحقیق کسی دفتر میں ہوا کہ پریس نے اس کو آزادی کے دن پیش کیا۔ آج ملک میں آزادی کا امرت مہوتسو منایا جا رہا ہے اور گھر گھر ترنگا لہرایا جا رہا ہے لیکن عوام [240,828,825,1200]
day: Monday [384,12,420,23]
left-top-article [2,46,234,886]
author-name: ڈاکٹر سید احمد قادری [833,273,940,291]
main-headline-band [238,46,943,141]
author-photo [833,143,939,271]
article-body: اسی بیچ مالیگاؤں کے ایک قریبی قصبہ کے چند معزز و موقر اشخاص حضرت کو اپنے وہاں لے جانے کے لیے حاضر ہوئے تاخیر پر تاخیر ہوتی جا رہی تھی اور حضرت کا اصرار کہ وہ غریب ہے اسے تلاش کر دو اسے تعویذ دینا ہے۔ اس طرح کافی وقت صرف ہو گیا اور حضرت کو اپنے وہاں لے جانے والے تاخیر ہونے کی وجہ سے حیران و پریشان تھے۔ آخر کار حضرت جانے کے لیے کار میں تشریف فرما ہوئے پر اصرار وہی کہ وہ غریب ہے، تلاش کرو۔ اسی بیچ مالیگاؤں کے ایک قریبی قصبہ کے چند معزز و موقر اشخاص حضرت کو اپنے وہاں لے جانے کے لیے حاضر ہوئے تاخیر پر تاخیر ہوتی جا رہی تھی اور حضرت کا اصرار کہ وہ غریب ہے اسے تلاش کر دو اسے تعویذ دینا ہے۔ اس طرح کافی وقت صرف ہو گیا اور حضرت کو اپنے وہاں لے جانے والے تاخیر ہونے کی وجہ سے حیران و پریشان تھے۔ آخر کار حضرت جانے کے لیے کار میں تشریف فرما ہوئے پر اصرار وہی کہ وہ غریب ہے، تلاش کرو۔ اسی بیچ مالیگاؤں کے ایک قریبی قصبہ کے چند معزز و موقر اشخاص حضرت کو اپنے وہاں لے جانے کے لیے حاضر ہوئے تاخیر پر تاخیر ہوتی جا رہی تھی اور حضرت کا اصرار کہ وہ غریب ہے اسے تلاش کر دو اسے تعویذ دینا ہے۔ اس طرح کافی وقت صرف ہو گیا اور حضرت کو اپنے وہاں لے جانے والے تاخیر ہونے کی وجہ سے حیران و پریشان تھے۔ آخر کار حضرت جانے کے لیے کار میں تشریف فرما ہوئے پر اصرار وہی کہ وہ غریب ہے، تلاش کرو۔ اسی بیچ مالیگاؤں کے ایک قریبی قصبہ کے چند معزز و موقر اشخاص حضرت کو اپنے وہاں لے جانے کے لیے حاضر ہوئے تاخیر پر تاخیر ہوتی جا رہی تھی اور حضرت کا اصرار کہ وہ غریب ہے اسے تلاش کر دو اسے تعویذ دینا ہے۔ اس طرح کافی وقت صرف ہو گیا اور حضرت کو اپنے وہاں لے جانے والے تاخیر ہونے کی وجہ سے حیران و پریشان تھے۔ آخر کار حضرت جانے کے لیے کار میں تشریف فرما ہوئے پر اصرار وہی کہ وہ غریب ہے، تلاش کرو۔ اسی بیچ مالیگاؤں کے ایک قریبی قصبہ کے چند معزز و موقر اشخاص حضرت کو اپنے وہاں لے جانے کے لیے حاضر ہوئے تاخیر پر تاخیر ہوتی جا رہی تھی اور حضرت کا اصرار کہ وہ غریب ہے اسے تلاش کر دو اسے تعویذ دینا ہے۔ اس طرح کافی وقت صرف ہو گیا اور حضرت کو اپنے وہاں لے جانے والے تاخیر ہونے کی وجہ سے حیران و پریشان تھے۔ آخر کار حضرت جانے کے لیے کار میں تشریف فرما ہوئے پر اصرار وہی کہ وہ غریب ہے، تلاش کرو۔ اسی بیچ مالیگاؤں کے ایک قریبی قصبہ کے چند معزز و موقر اشخاص حضرت کو اپنے وہاں لے جانے کے لیے حاضر ہوئے تاخیر پر تاخیر ہوتی جا رہی تھی اور حضرت کا اصرار کہ وہ غریب ہے اسے تلاش کر دو اسے تعویذ دینا ہے۔ اس طرح کافی وقت صرف ہو گیا اور حضرت کو اپنے وہاں لے جانے والے تاخیر ہونے کی وجہ سے حیران و پریشان تھے۔ آخر کار حضرت جانے کے لیے کار میں تشریف فرما ہوئے پر اصرار وہی کہ وہ غریب ہے، تلاش کرو۔ اسی بیچ مالیگاؤں کے ایک قریبی قصبہ کے چند معزز و موقر [5,1072,229,1477]
headline-line: کیا غربت، جہالت، دہشت اور وحشت ہے آزادی کا انعام [250,770,931,808]
headline-line: جنگ آزادی میں علماء [7,53,229,82]
masthead [66,6,303,42]
page-number: 2 [8,9,38,41]
author-description: آزاد صحافی و چیئرمین راشد ہ ایجوکیشنل اینڈ سوشل ٹرسٹ [839,963,929,982]
headline-band [360,1210,705,1266]
author-place: ٹلنگا، ضلع پورنیہ بہار [148,1050,222,1058]
author-name: شاہ خالد مصباحی [834,1326,941,1344]
roznama-box [541,6,661,42]
